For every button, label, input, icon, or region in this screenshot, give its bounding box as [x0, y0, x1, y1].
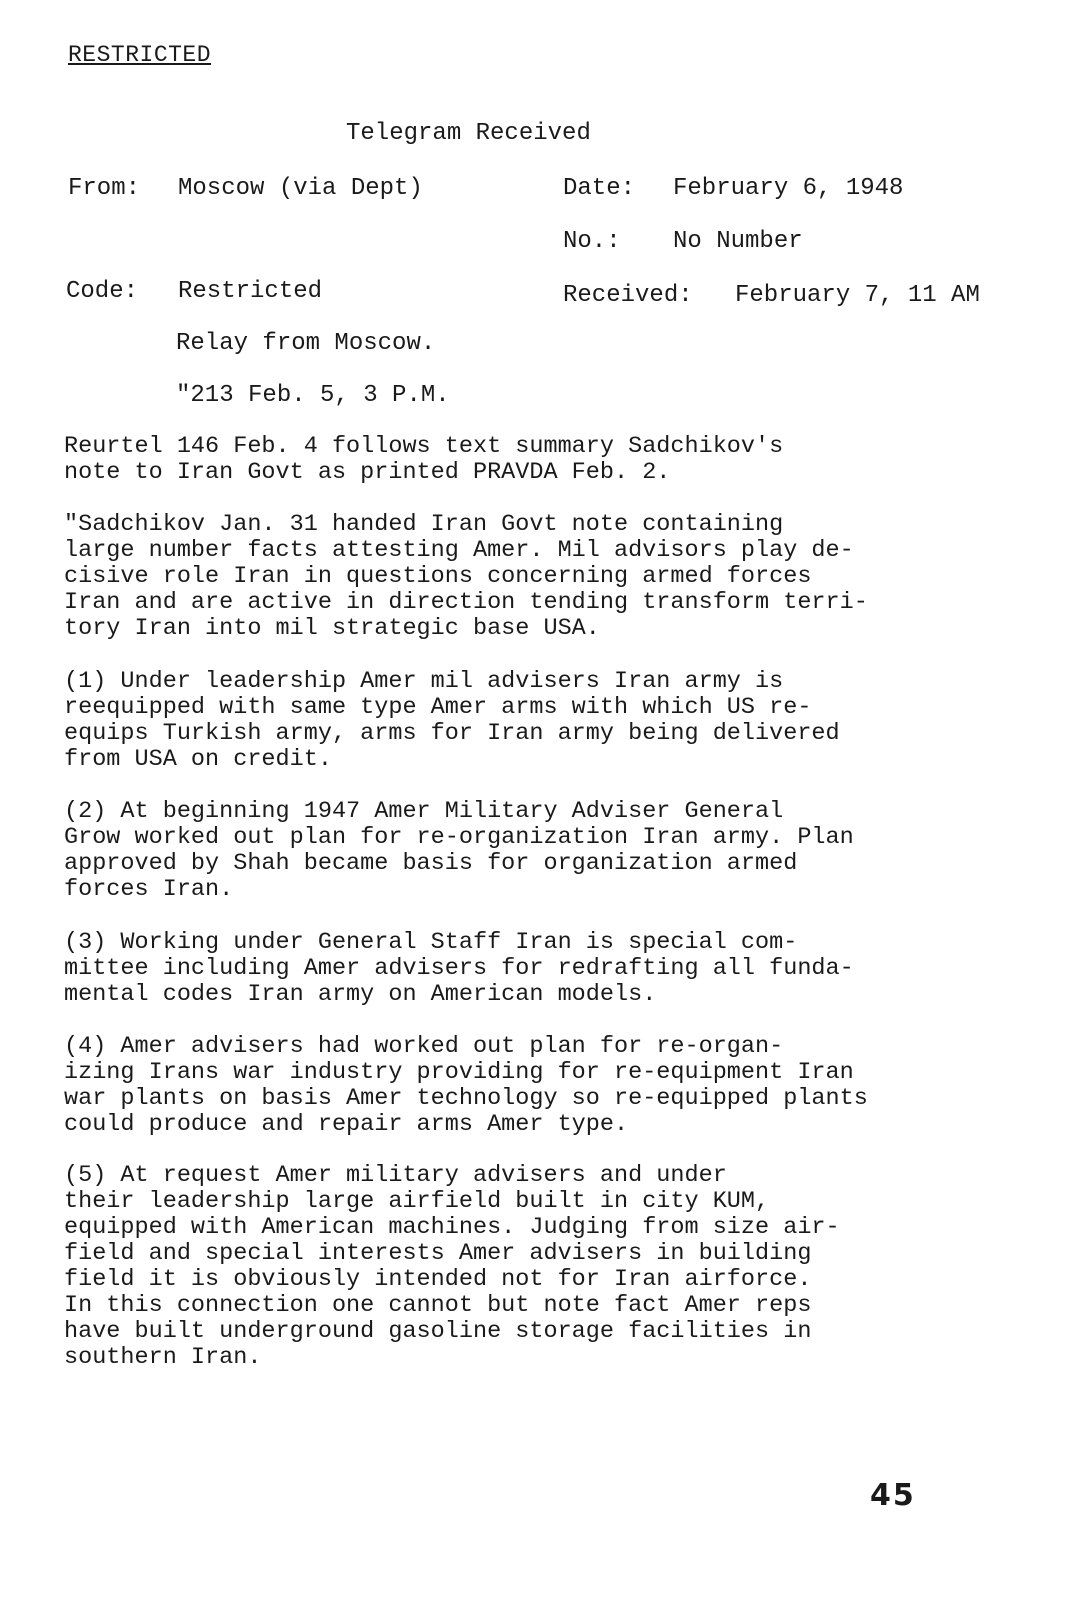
- relay-line: Relay from Moscow.: [176, 330, 436, 357]
- from-value: Moscow (via Dept): [178, 175, 423, 202]
- telegram-reference: "213 Feb. 5, 3 P.M.: [176, 382, 450, 409]
- received-label: Received:: [563, 282, 693, 309]
- from-label: From:: [68, 175, 141, 202]
- paragraph-intro: Reurtel 146 Feb. 4 follows text summary Sadchikov's note to Iran Govt as printed PRAVDA Feb. 2.: [64, 433, 784, 486]
- paragraph-point-1: (1) Under leadership Amer mil advisers Iran army is reequipped with same type Amer arms with which US re- equips Turkish army, arms for Iran army being delivered from USA on credit.: [64, 668, 840, 773]
- paragraph-point-5: (5) At request Amer military advisers and under their leadership large airfield built in city KUM, equipped with American machines. Judging from size air- field and special interests Amer advisers in building field it is obviously intended not for Iran airforce. In this connection one cannot but note fact Amer reps have built underground gasoline storage facilities in southern Iran.: [64, 1162, 840, 1371]
- paragraph-note-summary: "Sadchikov Jan. 31 handed Iran Govt note containing large number facts attesting Amer. Mil advisors play de- cisive role Iran in questions concerning armed forces Iran and are active in direction tending transform terri- tory Iran into mil strategic base USA.: [64, 511, 868, 642]
- classification-marking: RESTRICTED: [68, 42, 212, 68]
- paragraph-point-3: (3) Working under General Staff Iran is special com- mittee including Amer advisers for redrafting all funda- mental codes Iran army on American models.: [64, 929, 854, 1008]
- code-label: Code:: [66, 278, 139, 305]
- document-title: Telegram Received: [346, 120, 591, 147]
- date-value: February 6, 1948: [673, 175, 904, 202]
- page-number: 45: [870, 1478, 916, 1513]
- number-value: No Number: [673, 228, 803, 255]
- number-label: No.:: [563, 228, 621, 255]
- paragraph-point-4: (4) Amer advisers had worked out plan for re-organ- izing Irans war industry providing for re-equipment Iran war plants on basis Amer technology so re-equipped plants could produce and repair arms Amer type.: [64, 1033, 868, 1138]
- paragraph-point-2: (2) At beginning 1947 Amer Military Adviser General Grow worked out plan for re-organization Iran army. Plan approved by Shah became basis for organization armed forces Iran.: [64, 798, 854, 903]
- code-value: Restricted: [178, 278, 323, 305]
- date-label: Date:: [563, 175, 636, 202]
- received-value: February 7, 11 AM: [735, 282, 980, 309]
